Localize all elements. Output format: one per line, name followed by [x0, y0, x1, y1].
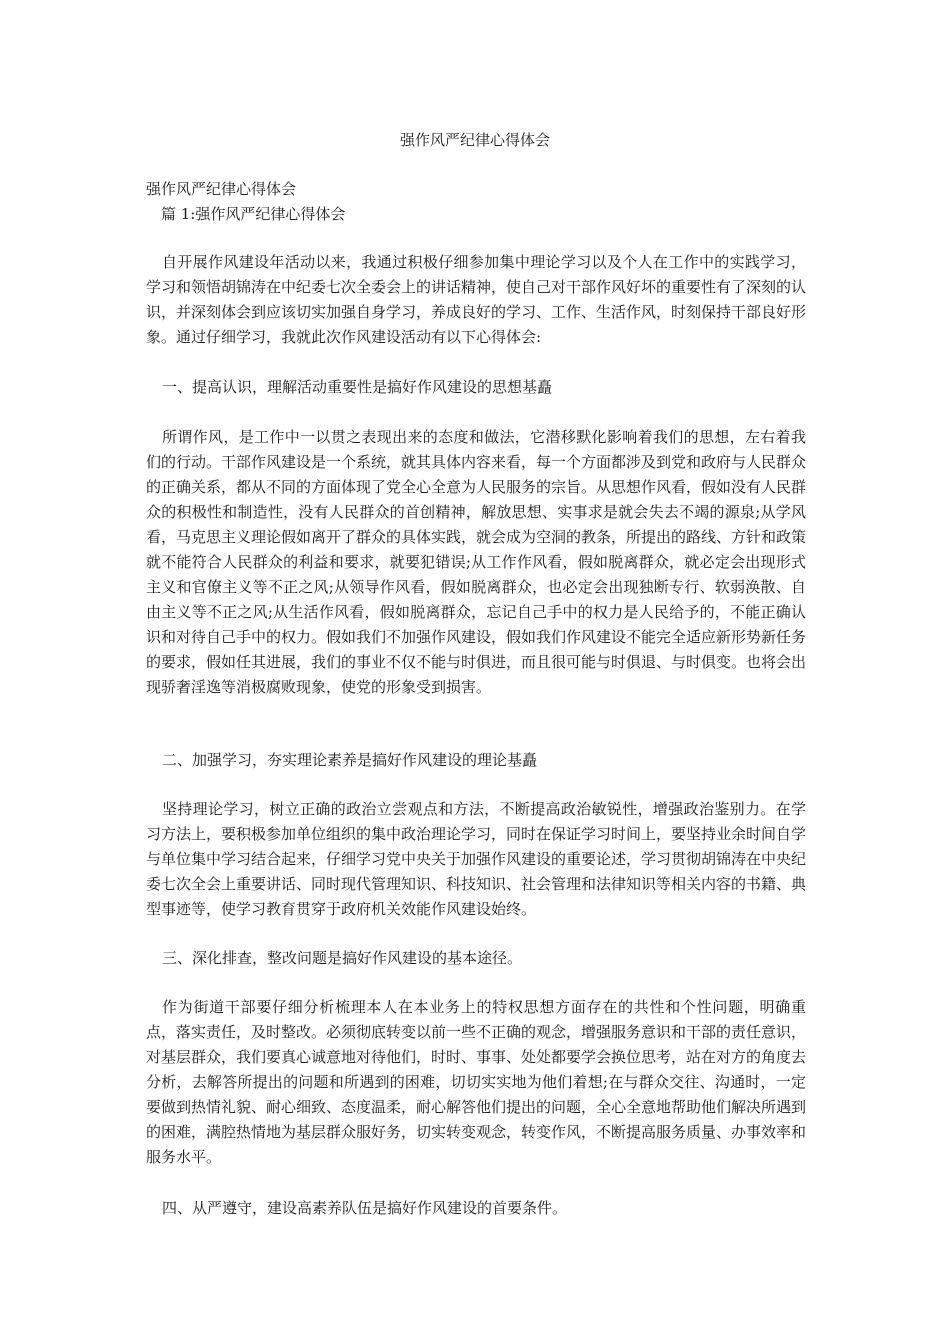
intro-paragraph: 自开展作风建设年活动以来，我通过积极仔细参加集中理论学习以及个人在工作中的实践学习，学习和领悟胡锦涛在中纪委七次全委会上的讲话精神，使自己对干部作风好坏的重要性有了深刻的认识，并深刻体会到应该切实加强自身学习，养成良好的学习、工作、生活作风，时刻保持干部良好形象。通过仔细学习，我就此次作风建设活动有以下心得体会:: [146, 253, 807, 346]
section-heading-3: 三、深化排查，整改问题是搞好作风建设的基本途径。: [162, 949, 523, 967]
document-title: 强作风严纪律心得体会: [399, 131, 550, 149]
section-heading-1: 一、提高认识，理解活动重要性是搞好作风建设的思想基矗: [162, 378, 553, 396]
document-subtitle: 强作风严纪律心得体会: [146, 180, 297, 198]
section-body-3: 作为街道干部要仔细分析梳理本人在本业务上的特权思想方面存在的共性和个性问题，明确重点，落实责任，及时整改。必须彻底转变以前一些不正确的观念，增强服务意识和干部的责任意识，对基层群众，我们要真心诚意地对待他们，时时、事事、处处都要学会换位思考，站在对方的角度去分析，去解答所提出的问题和所遇到的困难，切切实实地为他们着想;在与群众交往、沟通时，一定要做到热情礼貌、耐心细致、态度温柔，耐心解答他们提出的问题，全心全意地帮助他们解决所遇到的困难，满腔热情地为基层群众服好务，切实转变观念，转变作风，不断提高服务质量、办事效率和服务水平。: [146, 998, 807, 1166]
section-heading-4: 四、从严遵守，建设高素养队伍是搞好作风建设的首要条件。: [162, 1199, 568, 1217]
section-body-2: 坚持理论学习，树立正确的政治立尝观点和方法，不断提高政治敏锐性，增强政治鉴别力。在学习方法上，要积极参加单位组织的集中政治理论学习，同时在保证学习时间上，要坚持业余时间自学与单位集中学习结合起来，仔细学习党中央关于加强作风建设的重要论述，学习贯彻胡锦涛在中央纪委七次全会上重要讲话、同时现代管理知识、科技知识、社会管理和法律知识等相关内容的书籍、典型事迹等，使学习教育贯穿于政府机关效能作风建设始终。: [146, 800, 807, 918]
section-heading-2: 二、加强学习，夯实理论素养是搞好作风建设的理论基矗: [162, 751, 538, 769]
section-body-1: 所谓作风，是工作中一以贯之表现出来的态度和做法，它潜移默化影响着我们的思想，左右着我们的行动。干部作风建设是一个系统，就其具体内容来看，每一个方面都涉及到党和政府与人民群众的正确关系，都从不同的方面体现了党全心全意为人民服务的宗旨。从思想作风看，假如没有人民群众的积极性和制造性，没有人民群众的首创精神，解放思想、实事求是就会失去不竭的源泉;从学风看，马克思主义理论假如离开了群众的具体实践，就会成为空洞的教条，所提出的路线、方针和政策就不能符合人民群众的利益和要求，就要犯错误;从工作作风看，假如脱离群众，就必定会出现形式主义和官僚主义等不正之风;从领导作风看，假如脱离群众，也必定会出现独断专行、软弱涣散、自由主义等不正之风;从生活作风看，假如脱离群众，忘记自己手中的权力是人民给予的，不能正确认识和对待自己手中的权力。假如我们不加强作风建设，假如我们作风建设不能完全适应新形势新任务的要求，假如任其进展，我们的事业不仅不能与时俱进，而且很可能与时俱退、与时俱变。也将会出现骄奢淫逸等消极腐败现象，使党的形象受到损害。: [146, 428, 807, 696]
chapter-label: 篇 1:强作风严纪律心得体会: [161, 205, 346, 223]
